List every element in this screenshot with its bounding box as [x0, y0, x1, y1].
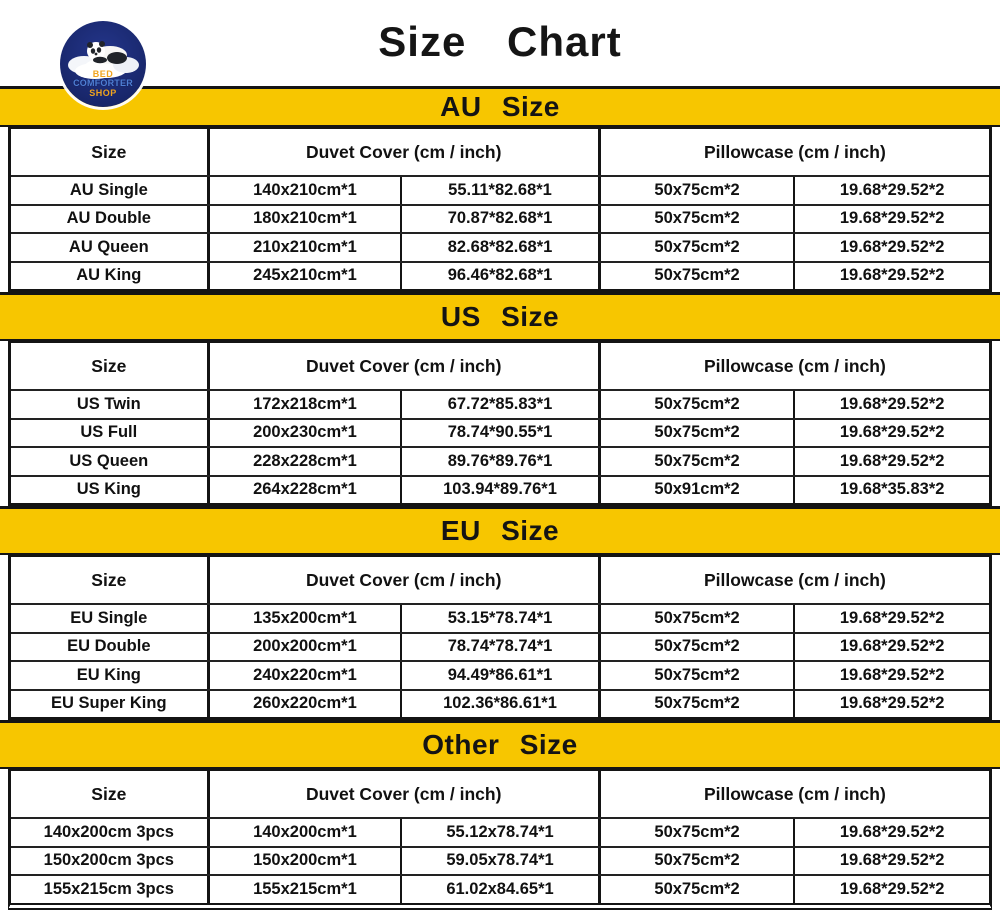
table-row — [11, 418, 989, 447]
duvet-in-cell: 78.74*78.74*1 — [400, 634, 598, 661]
duvet-cm-cell: 264x228cm*1 — [207, 477, 401, 504]
size-cell: 155x215cm 3pcs — [43, 879, 174, 898]
pillow-in-cell: 19.68*29.52*2 — [793, 206, 989, 233]
pillow-cm-cell: 50x75cm*2 — [598, 206, 794, 233]
table-row — [11, 475, 989, 504]
duvet-cm-cell: 245x210cm*1 — [207, 263, 401, 290]
table-body — [11, 817, 989, 903]
pillow-cm-cell: 50x75cm*2 — [598, 848, 794, 875]
table-header-row — [11, 129, 989, 175]
pillow-in-cell: 19.68*29.52*2 — [793, 391, 989, 418]
pillow-in-cell: 19.68*29.52*2 — [793, 263, 989, 290]
table-row — [11, 632, 989, 661]
pillow-cm-cell: 50x75cm*2 — [598, 391, 794, 418]
bottom-margin — [0, 910, 1000, 917]
pillow-cm-cell: 50x75cm*2 — [598, 177, 794, 204]
duvet-in-cell: 55.12x78.74*1 — [400, 819, 598, 846]
size-cell: 140x200cm 3pcs — [43, 822, 174, 841]
table-header-row — [11, 557, 989, 603]
size-table — [8, 341, 992, 506]
size-table — [8, 127, 992, 292]
size-cell: EU Single — [70, 608, 148, 627]
duvet-in-cell: 53.15*78.74*1 — [400, 605, 598, 632]
header-pillowcase: Pillowcase (cm / inch) — [598, 129, 989, 175]
pillow-cm-cell: 50x75cm*2 — [598, 876, 794, 903]
pillow-cm-cell: 50x75cm*2 — [598, 420, 794, 447]
table-header-row — [11, 771, 989, 817]
duvet-in-cell: 59.05x78.74*1 — [400, 848, 598, 875]
header-pillowcase: Pillowcase (cm / inch) — [598, 557, 989, 603]
duvet-cm-cell: 172x218cm*1 — [207, 391, 401, 418]
size-section — [0, 86, 1000, 292]
logo-line-comforter: COMFORTER — [73, 78, 133, 89]
table-body — [11, 175, 989, 289]
duvet-cm-cell: 135x200cm*1 — [207, 605, 401, 632]
size-cell: US King — [76, 480, 141, 499]
duvet-in-cell: 67.72*85.83*1 — [400, 391, 598, 418]
duvet-cm-cell: 180x210cm*1 — [207, 206, 401, 233]
pillow-in-cell: 19.68*29.52*2 — [793, 234, 989, 261]
size-cell: EU Super King — [51, 694, 167, 713]
table-row — [11, 261, 989, 290]
table-row — [11, 389, 989, 418]
section-banner-title: AU Size — [440, 91, 560, 122]
pillow-in-cell: 19.68*35.83*2 — [793, 477, 989, 504]
pillow-cm-cell: 50x75cm*2 — [598, 634, 794, 661]
table-row — [11, 204, 989, 233]
pillow-in-cell: 19.68*29.52*2 — [793, 848, 989, 875]
pillow-in-cell: 19.68*29.52*2 — [793, 605, 989, 632]
size-cell: EU Double — [67, 637, 151, 656]
duvet-in-cell: 96.46*82.68*1 — [400, 263, 598, 290]
header-size: Size — [91, 355, 127, 376]
logo-line-shop: SHOP — [89, 87, 117, 98]
pillow-in-cell: 19.68*29.52*2 — [793, 819, 989, 846]
size-cell: US Queen — [69, 451, 149, 470]
duvet-in-cell: 70.87*82.68*1 — [400, 206, 598, 233]
pillow-in-cell: 19.68*29.52*2 — [793, 691, 989, 718]
pillow-cm-cell: 50x75cm*2 — [598, 234, 794, 261]
header-duvet-cover: Duvet Cover (cm / inch) — [207, 771, 598, 817]
header-size: Size — [91, 141, 127, 162]
page-title: Size Chart — [378, 18, 622, 65]
pillow-in-cell: 19.68*29.52*2 — [793, 177, 989, 204]
duvet-in-cell: 78.74*90.55*1 — [400, 420, 598, 447]
table-body — [11, 603, 989, 717]
size-cell: EU King — [76, 665, 141, 684]
duvet-cm-cell: 200x200cm*1 — [207, 634, 401, 661]
header-duvet-cover: Duvet Cover (cm / inch) — [207, 343, 598, 389]
duvet-cm-cell: 228x228cm*1 — [207, 448, 401, 475]
pillow-in-cell: 19.68*29.52*2 — [793, 634, 989, 661]
pillow-cm-cell: 50x91cm*2 — [598, 477, 794, 504]
section-banner — [0, 506, 1000, 555]
duvet-in-cell: 82.68*82.68*1 — [400, 234, 598, 261]
logo-line-bed: BED — [92, 68, 114, 79]
section-banner — [0, 292, 1000, 341]
table-row — [11, 689, 989, 718]
duvet-cm-cell: 240x220cm*1 — [207, 662, 401, 689]
pillow-in-cell: 19.68*29.52*2 — [793, 876, 989, 903]
pillow-cm-cell: 50x75cm*2 — [598, 263, 794, 290]
header-pillowcase: Pillowcase (cm / inch) — [598, 343, 989, 389]
duvet-cm-cell: 200x230cm*1 — [207, 420, 401, 447]
section-banner — [0, 86, 1000, 127]
duvet-in-cell: 89.76*89.76*1 — [400, 448, 598, 475]
size-table — [8, 769, 992, 910]
table-row — [11, 603, 989, 632]
duvet-in-cell: 55.11*82.68*1 — [400, 177, 598, 204]
pillow-in-cell: 19.68*29.52*2 — [793, 448, 989, 475]
size-section — [0, 506, 1000, 720]
table-body — [11, 389, 989, 503]
size-cell: US Full — [80, 423, 138, 442]
shop-logo — [60, 21, 146, 107]
duvet-cm-cell: 260x220cm*1 — [207, 691, 401, 718]
size-cell: AU Queen — [68, 237, 149, 256]
pillow-in-cell: 19.68*29.52*2 — [793, 662, 989, 689]
section-banner-title: US Size — [440, 301, 560, 332]
table-row — [11, 846, 989, 875]
table-row — [11, 660, 989, 689]
table-row — [11, 232, 989, 261]
table-row — [11, 446, 989, 475]
size-cell: AU Single — [69, 180, 148, 199]
pillow-cm-cell: 50x75cm*2 — [598, 448, 794, 475]
size-cell: AU King — [76, 266, 142, 285]
table-row — [11, 817, 989, 846]
pillow-cm-cell: 50x75cm*2 — [598, 605, 794, 632]
size-cell: 150x200cm 3pcs — [43, 851, 174, 870]
duvet-in-cell: 103.94*89.76*1 — [400, 477, 598, 504]
size-cell: US Twin — [76, 394, 141, 413]
logo-text — [60, 70, 146, 98]
table-row — [11, 874, 989, 903]
pillow-cm-cell: 50x75cm*2 — [598, 819, 794, 846]
header-duvet-cover: Duvet Cover (cm / inch) — [207, 129, 598, 175]
pillow-cm-cell: 50x75cm*2 — [598, 662, 794, 689]
size-section — [0, 292, 1000, 506]
duvet-cm-cell: 210x210cm*1 — [207, 234, 401, 261]
duvet-cm-cell: 150x200cm*1 — [207, 848, 401, 875]
size-cell: AU Double — [66, 209, 151, 228]
duvet-in-cell: 94.49*86.61*1 — [400, 662, 598, 689]
header-size: Size — [91, 569, 127, 590]
duvet-cm-cell: 140x200cm*1 — [207, 819, 401, 846]
section-banner-title: EU Size — [440, 515, 560, 546]
sections — [0, 86, 1000, 910]
table-row — [11, 175, 989, 204]
size-table — [8, 555, 992, 720]
duvet-in-cell: 61.02x84.65*1 — [400, 876, 598, 903]
table-header-row — [11, 343, 989, 389]
duvet-cm-cell: 155x215cm*1 — [207, 876, 401, 903]
header-size: Size — [91, 783, 127, 804]
page-header — [0, 0, 1000, 98]
duvet-cm-cell: 140x210cm*1 — [207, 177, 401, 204]
section-banner-title: Other Size — [422, 729, 578, 760]
pillow-in-cell: 19.68*29.52*2 — [793, 420, 989, 447]
duvet-in-cell: 102.36*86.61*1 — [400, 691, 598, 718]
header-pillowcase: Pillowcase (cm / inch) — [598, 771, 989, 817]
pillow-cm-cell: 50x75cm*2 — [598, 691, 794, 718]
size-section — [0, 720, 1000, 910]
section-banner — [0, 720, 1000, 769]
header-duvet-cover: Duvet Cover (cm / inch) — [207, 557, 598, 603]
